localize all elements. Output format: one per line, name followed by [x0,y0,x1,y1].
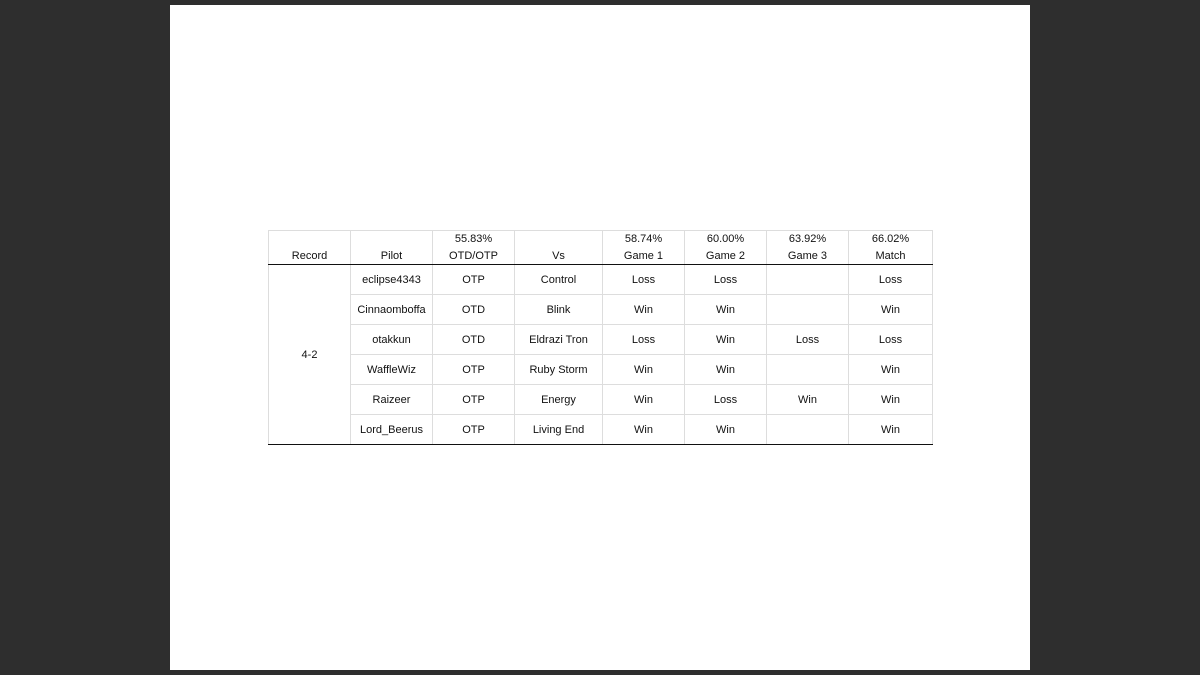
cell-match: Loss [849,265,933,295]
header-row [269,247,933,265]
cell-game2: Win [685,415,767,445]
cell-pilot: Raizeer [351,385,433,415]
cell-vs: Energy [515,385,603,415]
cell-game3 [767,295,849,325]
cell-otd-otp: OTP [433,415,515,445]
table-row [269,265,933,295]
cell-game2: Win [685,325,767,355]
cell-game1: Loss [603,325,685,355]
cell-otd-otp: OTD [433,325,515,355]
cell-game2: Win [685,295,767,325]
cell-game3 [767,355,849,385]
cell-game3 [767,265,849,295]
cell-match: Loss [849,325,933,355]
pct-game3: 63.92% [767,231,849,248]
table-row [269,355,933,385]
header-game1: Game 1 [603,247,685,265]
cell-vs: Living End [515,415,603,445]
pct-record [269,231,351,248]
percentage-row [269,231,933,248]
pct-vs [515,231,603,248]
table-row [269,415,933,445]
record-value: 4-2 [269,265,351,445]
header-vs: Vs [515,247,603,265]
document-page [170,5,1030,670]
cell-otd-otp: OTP [433,355,515,385]
pct-game2: 60.00% [685,231,767,248]
cell-game3: Win [767,385,849,415]
cell-game3: Loss [767,325,849,355]
cell-pilot: Lord_Beerus [351,415,433,445]
cell-game1: Win [603,385,685,415]
header-game3: Game 3 [767,247,849,265]
table-row [269,325,933,355]
header-pilot: Pilot [351,247,433,265]
header-record: Record [269,247,351,265]
pct-otd-otp: 55.83% [433,231,515,248]
cell-match: Win [849,385,933,415]
cell-otd-otp: OTP [433,265,515,295]
cell-pilot: Cinnaomboffa [351,295,433,325]
cell-otd-otp: OTP [433,385,515,415]
cell-game2: Win [685,355,767,385]
cell-game3 [767,415,849,445]
table-row [269,385,933,415]
cell-pilot: eclipse4343 [351,265,433,295]
cell-game1: Win [603,295,685,325]
cell-vs: Eldrazi Tron [515,325,603,355]
header-match: Match [849,247,933,265]
cell-vs: Ruby Storm [515,355,603,385]
cell-game2: Loss [685,265,767,295]
cell-match: Win [849,295,933,325]
table-row [269,295,933,325]
cell-otd-otp: OTD [433,295,515,325]
pct-game1: 58.74% [603,231,685,248]
cell-vs: Blink [515,295,603,325]
cell-pilot: otakkun [351,325,433,355]
cell-game1: Win [603,415,685,445]
cell-game1: Loss [603,265,685,295]
cell-game2: Loss [685,385,767,415]
match-results-table [268,230,933,445]
cell-match: Win [849,415,933,445]
pct-match: 66.02% [849,231,933,248]
header-otd-otp: OTD/OTP [433,247,515,265]
pct-pilot [351,231,433,248]
cell-match: Win [849,355,933,385]
header-game2: Game 2 [685,247,767,265]
cell-game1: Win [603,355,685,385]
cell-pilot: WaffleWiz [351,355,433,385]
cell-vs: Control [515,265,603,295]
